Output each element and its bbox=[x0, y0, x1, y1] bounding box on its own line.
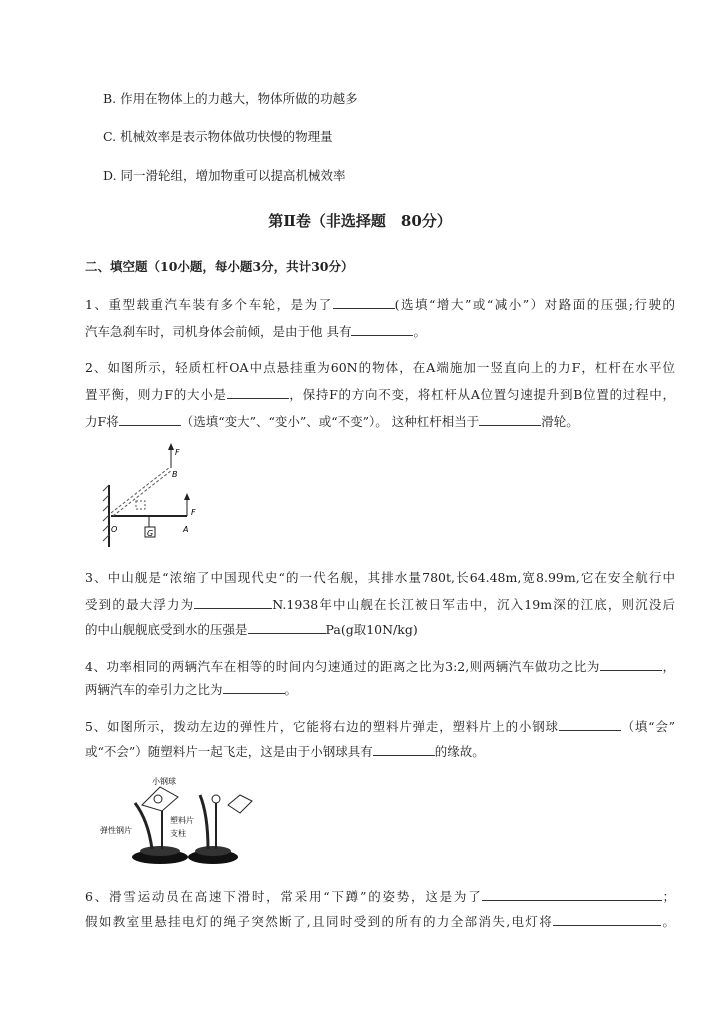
answer-blank[interactable] bbox=[559, 718, 621, 731]
answer-blank[interactable] bbox=[482, 888, 662, 901]
answer-blank[interactable] bbox=[223, 681, 285, 694]
answer-blank[interactable] bbox=[600, 658, 662, 671]
label-g: G bbox=[147, 529, 154, 538]
q1-text: 1、重型载重汽车装有多个车轮，是为了 bbox=[85, 297, 333, 312]
section-title: 二、填空题（10小题，每小题3分，共计30分） bbox=[85, 259, 354, 274]
q5-text: （填“会” bbox=[620, 719, 675, 734]
label-o: O bbox=[111, 525, 118, 534]
q6-text: ； bbox=[662, 889, 675, 904]
inertia-apparatus-diagram bbox=[90, 775, 270, 870]
q3-text: 受到的最大浮力为 bbox=[85, 597, 195, 612]
q3-text: Pa(g取10N/kg) bbox=[325, 622, 418, 637]
q5-text: 或“不会”）随塑料片一起飞走，这是由于小钢球具有 bbox=[85, 744, 373, 759]
q3-text: N.1938年中山舰在长江被日军击中，沉入19m深的江底，则沉没后 bbox=[272, 597, 675, 612]
label-steel-ball: 小钢球 bbox=[152, 777, 176, 786]
q1-text: (选填“增大”或“减小”）对路面的压强;行驶的 bbox=[394, 297, 675, 312]
answer-blank[interactable] bbox=[248, 621, 326, 634]
q4-text: 4、功率相同的两辆汽车在相等的时间内匀速通过的距离之比为3:2,则两辆汽车做功之比为 bbox=[85, 659, 600, 674]
label-post: 支柱 bbox=[170, 829, 186, 838]
q4-text: 两辆汽车的牵引力之比为 bbox=[85, 682, 223, 697]
answer-blank[interactable] bbox=[227, 386, 289, 399]
q6-text: 假如教室里悬挂电灯的绳子突然断了,且同时受到的所有的力全部消失,电灯将 bbox=[85, 914, 554, 929]
answer-blank[interactable] bbox=[194, 596, 272, 609]
answer-blank[interactable] bbox=[119, 413, 181, 426]
option-b: B. 作用在物体上的力越大，物体所做的功越多 bbox=[103, 91, 358, 106]
option-c: C. 机械效率是表示物体做功快慢的物理量 bbox=[103, 129, 333, 144]
q6-text: 。 bbox=[661, 914, 675, 929]
answer-blank[interactable] bbox=[479, 413, 541, 426]
label-f: F bbox=[191, 508, 196, 517]
option-d: D. 同一滑轮组，增加物重可以提高机械效率 bbox=[103, 168, 346, 183]
label-spring-steel: 弹性钢片 bbox=[100, 826, 132, 835]
q2-text: 置平衡，则力F的大小是 bbox=[85, 387, 227, 402]
q1-text: 。 bbox=[413, 324, 426, 339]
label-b: B bbox=[172, 470, 178, 479]
answer-blank[interactable] bbox=[351, 323, 413, 336]
q4-text: ， bbox=[661, 659, 675, 674]
q2-text: 2、如图所示，轻质杠杆OA中点悬挂重为60N的物体，在A端施加一竖直向上的力F，杠杆在水平位 bbox=[85, 360, 675, 375]
part-title: 第Ⅱ卷（非选择题 80分） bbox=[268, 212, 452, 230]
q4-text: 。 bbox=[284, 682, 298, 697]
q3-text: 3、中山舰是“浓缩了中国现代史“的一代名舰，其排水量780t,长64.48m,宽8.99m,它在安全航行中 bbox=[85, 570, 675, 585]
q2-text: 滑轮。 bbox=[541, 414, 579, 429]
q6-text: 6、滑雪运动员在高速下滑时，常采用“下蹲”的姿势，这是为了 bbox=[85, 889, 483, 904]
q2-text: （选填“变大”、“变小”、或“不变”）。 这种杠杆相当于 bbox=[180, 414, 480, 429]
q2-text: ，保持F的方向不变，将杠杆从A位置匀速提升到B位置的过程中， bbox=[288, 387, 675, 402]
q1-text: 汽车急刹车时，司机身体会前倾，是由于他 具有 bbox=[85, 324, 352, 339]
q5-text: 5、如图所示，拨动左边的弹性片，它能将右边的塑料片弹走，塑料片上的小钢球 bbox=[85, 719, 559, 734]
label-a: A bbox=[183, 525, 189, 534]
q3-text: 的中山舰舰底受到水的压强是 bbox=[85, 622, 248, 637]
answer-blank[interactable] bbox=[553, 913, 661, 926]
lever-diagram bbox=[95, 435, 215, 550]
answer-blank[interactable] bbox=[373, 743, 435, 756]
q5-text: 的缘故。 bbox=[434, 744, 485, 759]
label-f: F bbox=[175, 448, 180, 457]
q2-text: 力F将 bbox=[85, 414, 119, 429]
label-plastic-sheet: 塑料片 bbox=[170, 816, 194, 825]
answer-blank[interactable] bbox=[333, 296, 395, 309]
